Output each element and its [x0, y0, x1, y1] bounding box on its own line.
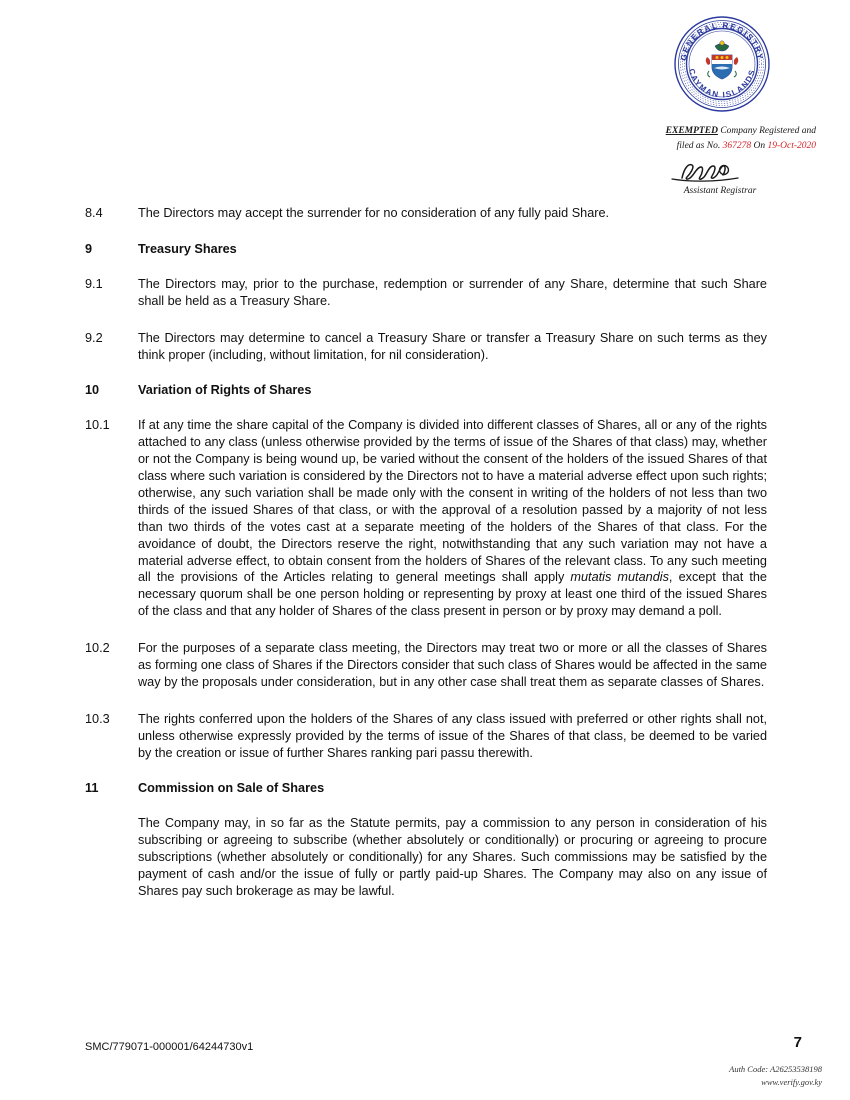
clause-8-4	[85, 205, 767, 222]
clause-number: 10.3	[85, 711, 110, 726]
clause-number: 9.1	[85, 276, 103, 291]
latin-phrase: mutatis mutandis	[570, 570, 669, 585]
heading-title: Variation of Rights of Shares	[138, 383, 312, 398]
clause-text-part2: , except that the necessary quorum shall be one person holding or representing by proxy at least one third of the issued Shares of the class and that any holder of Shares of the class present in person or by proxy may demand a poll.	[138, 570, 767, 619]
auth-footer	[729, 1063, 822, 1089]
signature-caption: Assistant Registrar	[683, 186, 757, 197]
clause-text: The rights conferred upon the holders of the Shares of any class issued with preferred or other rights shall not, unless otherwise expressly provided by the terms of issue of the Shares of that class, be deemed to be varied by the creation or issue of further Shares ranking pari passu therewith.	[138, 711, 767, 760]
handwritten-signature-icon	[660, 159, 780, 185]
heading-10	[85, 383, 767, 397]
registration-date: 19-Oct-2020	[767, 140, 816, 151]
clause-11-body: The Company may, in so far as the Statute permits, pay a commission to any person in consideration of his subscribing or agreeing to subscribe (whether absolutely or conditionally) or procuring or agreeing to procure subscriptions (whether absolutely or conditionally) for any Shares. Such commissions may be satisfied by the payment of cash and/or the issue of fully or partly paid-up Shares. The Company may also on any issue of Shares pay such brokerage as may be lawful.	[138, 816, 767, 899]
exempted-label: EXEMPTED	[665, 126, 718, 136]
auth-code: Auth Code: A26253538198	[729, 1064, 822, 1074]
registrar-signature-area	[622, 159, 822, 196]
registry-stamp-block	[622, 14, 822, 196]
page-number: 7	[793, 1034, 802, 1051]
on-label: On	[751, 140, 768, 151]
stamp-registration-text	[622, 124, 822, 153]
svg-text:GENERAL REGISTRY: GENERAL REGISTRY	[679, 20, 765, 62]
general-registry-seal-icon	[672, 14, 772, 114]
registration-number: 367278	[722, 140, 752, 151]
clause-9-2	[85, 330, 767, 364]
heading-title: Treasury Shares	[138, 241, 237, 256]
stamp-line-2	[622, 139, 816, 154]
clause-text: The Directors may accept the surrender for no consideration of any fully paid Share.	[138, 206, 610, 220]
clause-9-1	[85, 276, 767, 310]
document-reference: SMC/779071-000001/64244730v1	[85, 1041, 254, 1053]
heading-9	[85, 242, 767, 256]
filed-as-no-label: filed as No.	[676, 140, 723, 151]
heading-11	[85, 781, 767, 795]
heading-number: 11	[85, 781, 99, 796]
verify-url: www.verify.gov.ky	[761, 1076, 822, 1087]
clause-text	[138, 417, 767, 620]
document-body	[85, 205, 767, 920]
heading-number: 9	[85, 241, 93, 256]
clause-text-part1: If at any time the share capital of the Company is divided into different classes of Shares, all or any of the rights attached to any class (unless otherwise provided by the terms of issue of the Shares of that class) may, whether or not the Company is being wound up, be varied without the consent of the holders of the issued Shares of that class where such variation is considered by the Directors not to have a material adverse effect upon such rights; otherwise, any such variation shall be made only with the consent in writing of the holders of not less than two thirds of the issued Shares of that class, or with the approval of a resolution passed by a majority of not less than two thirds of the votes cast at a separate meeting of the holders of the Shares of that class. For the avoidance of doubt, the Directors reserve the right, notwithstanding that any such variation may not have a material adverse effect, to obtain consent from the holders of Shares of the relevant class. To any such meeting all the provisions of the Articles relating to general meetings shall apply	[138, 418, 767, 585]
clause-text: The Directors may, prior to the purchase, redemption or surrender of any Share, determine that such Share shall be held as a Treasury Share.	[138, 276, 767, 308]
clause-number: 10.2	[85, 641, 110, 656]
heading-title: Commission on Sale of Shares	[138, 781, 325, 796]
clause-10-2	[85, 640, 767, 691]
clause-10-1	[85, 417, 767, 620]
stamp-line-1	[622, 124, 816, 139]
clause-number: 10.1	[85, 418, 110, 433]
heading-number: 10	[85, 383, 100, 398]
clause-number: 8.4	[85, 206, 103, 220]
clause-text: For the purposes of a separate class meeting, the Directors may treat two or more or all the classes of Shares as forming one class of Shares if the Directors consider that such class of Shares would be affected in the same way by the proposals under consideration, but in any other case shall treat them as separate classes of Shares.	[138, 641, 767, 689]
clause-10-3	[85, 711, 767, 762]
svg-text:CAYMAN ISLANDS: CAYMAN ISLANDS	[686, 67, 758, 100]
stamp-line-1-rest: Company Registered and	[717, 126, 816, 136]
clause-text: The Directors may determine to cancel a Treasury Share or transfer a Treasury Share on such terms as they think proper (including, without limitation, for nil consideration).	[138, 330, 767, 362]
clause-number: 9.2	[85, 330, 103, 345]
